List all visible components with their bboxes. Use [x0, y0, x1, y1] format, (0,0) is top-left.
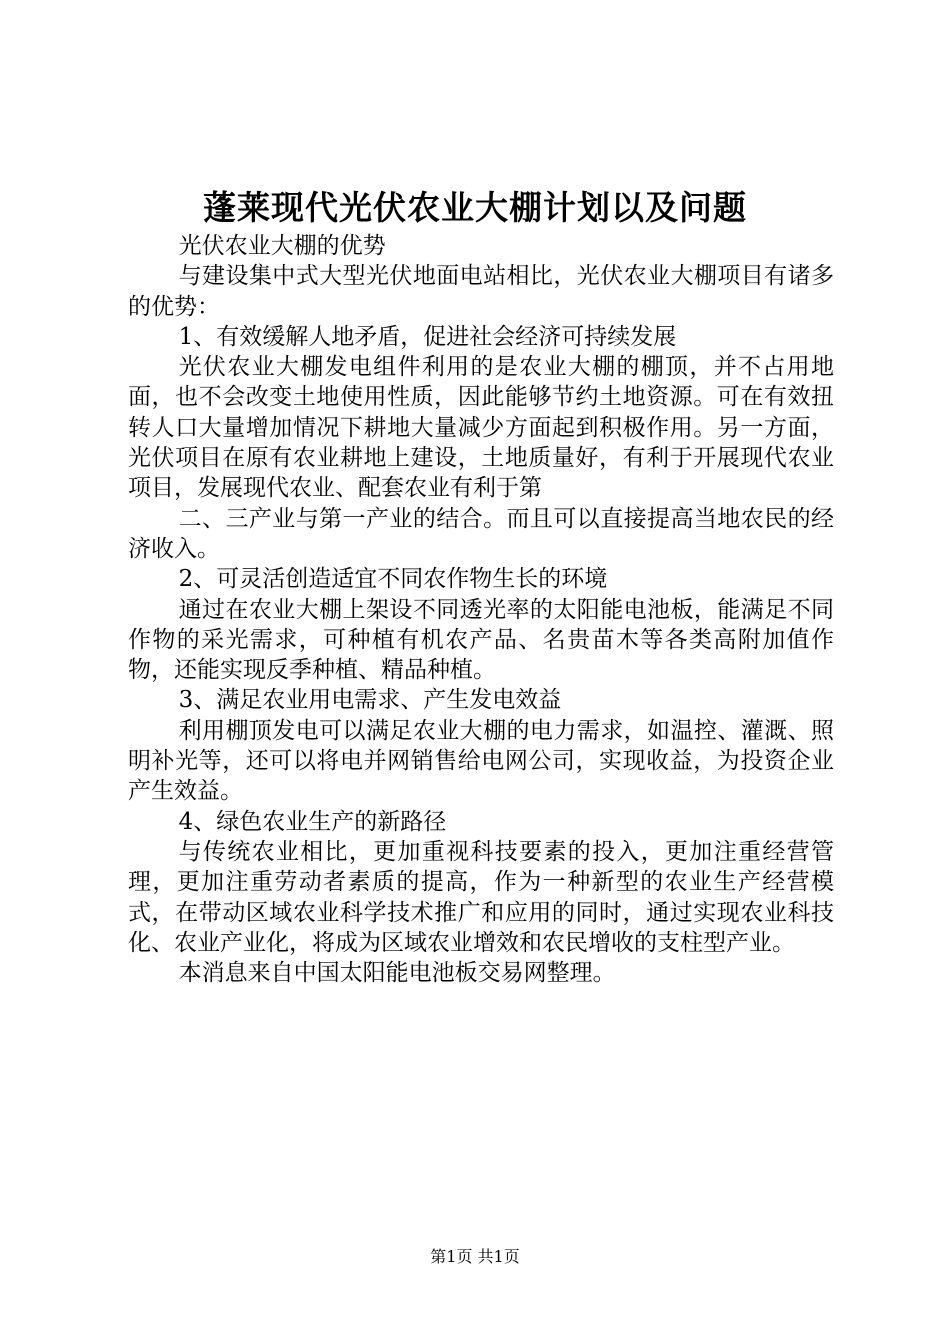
paragraph-heading-3: 3、满足农业用电需求、产生发电效益 [178, 687, 562, 714]
paragraph-body-2: 通过在农业大棚上架设不同透光率的太阳能电池板，能满足不同作物的采光需求，可种植有机农产品、名贵苗木等各类高附加值作物，还能实现反季种植、精品种植。 [128, 596, 834, 684]
paragraph-heading-4: 4、绿色农业生产的新路径 [178, 808, 447, 835]
paragraph-body-4: 与传统农业相比，更加重视科技要素的投入，更加注重经营管理，更加注重劳动者素质的提高，作为一种新型的农业生产经营模式，在带动区域农业科学技术推广和应用的同时，通过实现农业科技化、农业产业化，将成为区域农业增效和农民增收的支柱型产业。 [128, 838, 834, 956]
paragraph-body-1: 光伏农业大棚发电组件利用的是农业大棚的棚顶，并不占用地面，也不会改变土地使用性质，因此能够节约土地资源。可在有效扭转人口大量增加情况下耕地大量减少方面起到积极作用。另一方面，光伏项目在原有农业耕地上建设，土地质量好，有利于开展现代农业项目，发展现代农业、配套农业有利于第 [128, 354, 834, 502]
paragraph-body-1-cont: 二、三产业与第一产业的结合。而且可以直接提高当地农民的经济收入。 [128, 505, 834, 562]
page-footer: 第1页 共1页 [430, 1247, 520, 1266]
document-body [128, 231, 834, 988]
paragraph-body-3: 利用棚顶发电可以满足农业大棚的电力需求，如温控、灌溉、照明补光等，还可以将电并网销售给电网公司，实现收益，为投资企业产生效益。 [128, 717, 834, 805]
paragraph-source: 本消息来自中国太阳能电池板交易网整理。 [178, 960, 616, 987]
paragraph-heading-advantages: 光伏农业大棚的优势 [178, 233, 386, 259]
paragraph-intro: 与建设集中式大型光伏地面电站相比，光伏农业大棚项目有诸多的优势： [128, 263, 834, 320]
paragraph-heading-2: 2、可灵活创造适宜不同农作物生长的环境 [178, 566, 608, 593]
paragraph-heading-1: 1、有效缓解人地矛盾，促进社会经济可持续发展 [178, 323, 677, 350]
document-title: 蓬莱现代光伏农业大棚计划以及问题 [203, 188, 747, 227]
